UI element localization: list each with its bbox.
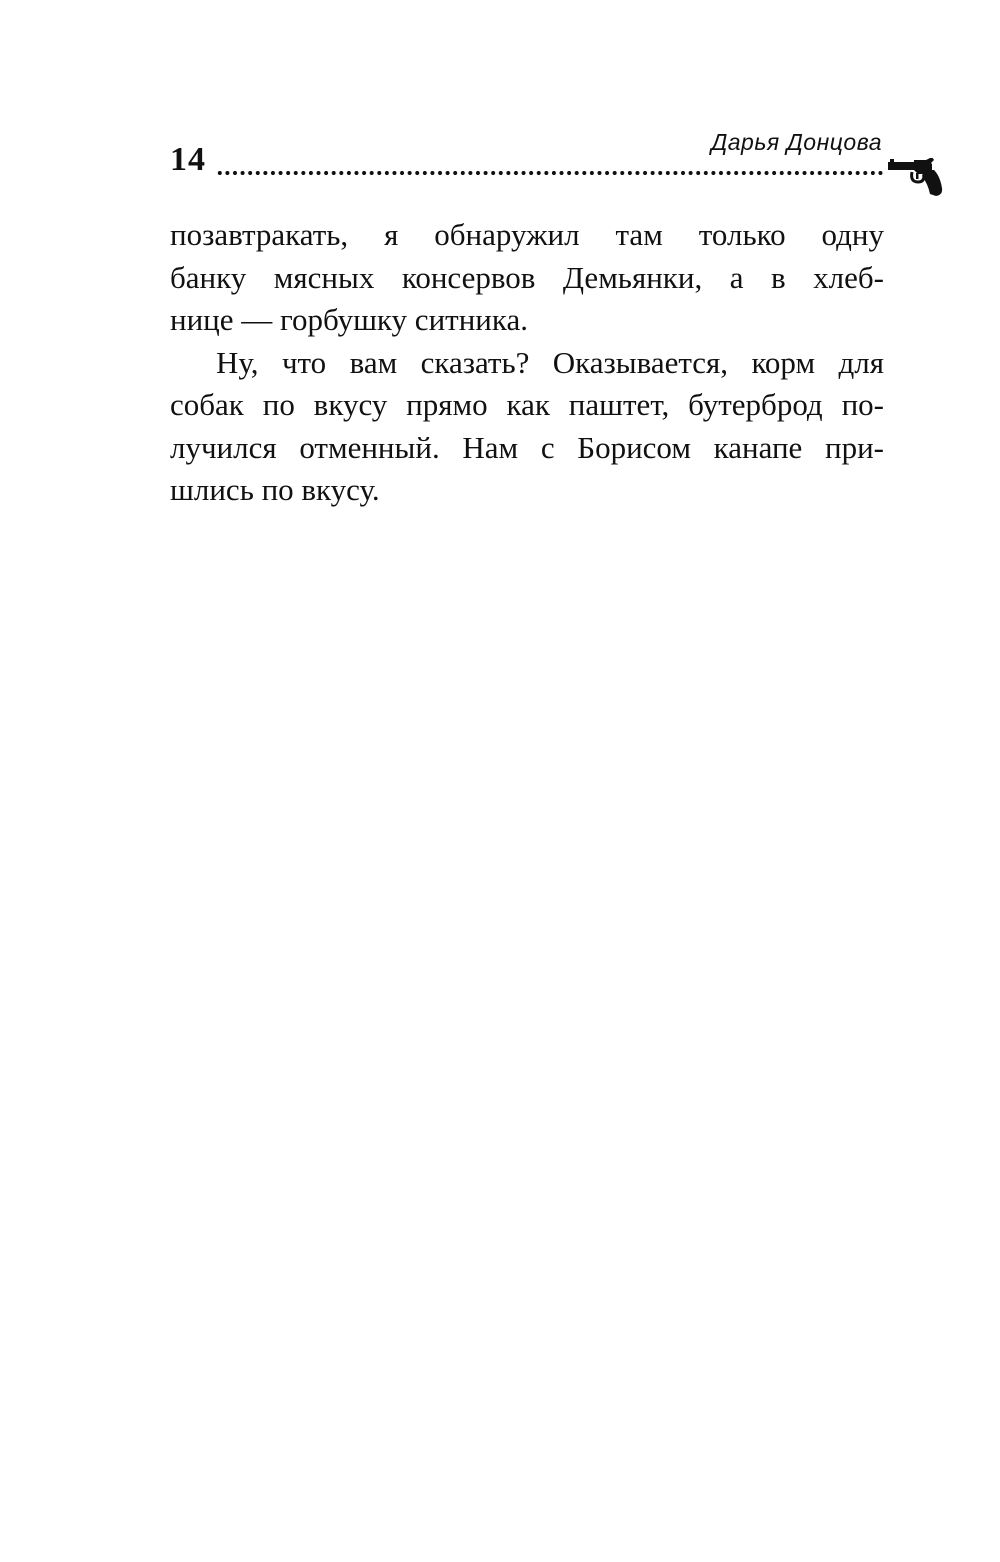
text-line: Ну, что вам сказать? Оказывается, корм для <box>216 344 884 380</box>
paragraph <box>170 342 884 512</box>
dotted-leader <box>216 170 886 176</box>
body-text <box>170 214 884 512</box>
page-number: 14 <box>170 141 206 178</box>
text-line: позавтракать, я обнаружил там только одну <box>170 217 884 252</box>
paragraph <box>170 214 884 342</box>
running-header <box>170 128 950 198</box>
text-line: нице — горбушку ситника. <box>170 302 528 337</box>
text-line: собак по вкусу прямо как паштет, бутерброд по- <box>170 387 884 422</box>
author-name: Дарья Донцова <box>711 129 882 155</box>
text-line: банку мясных консервов Демьянки, а в хлеб- <box>170 259 884 295</box>
text-line: шлись по вкусу. <box>170 472 380 507</box>
revolver-icon <box>888 158 944 198</box>
text-line: лучился отменный. Нам с Борисом канапе при- <box>170 429 884 465</box>
